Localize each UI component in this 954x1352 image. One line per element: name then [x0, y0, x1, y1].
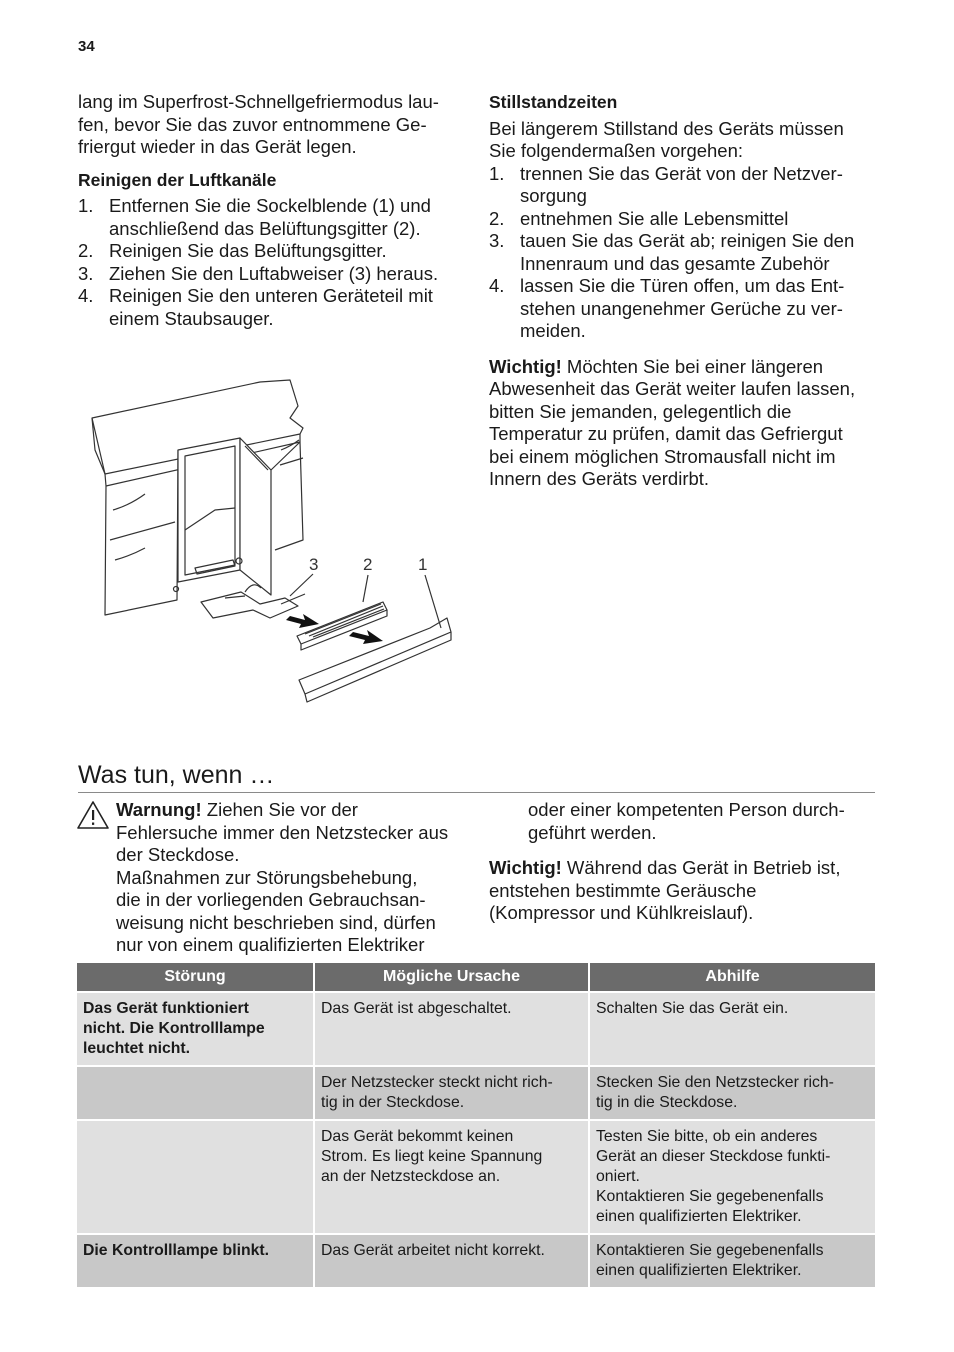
cell-problem	[77, 1120, 314, 1234]
cell-problem: Das Gerät funktioniert nicht. Die Kontrolllampe leuchtet nicht.	[77, 992, 314, 1066]
list-item: 4. lassen Sie die Türen offen, um das Ent- stehen unangenehmer Gerüche zu ver- meiden.	[489, 275, 845, 341]
list-item: 2. entnehmen Sie alle Lebensmittel	[489, 207, 789, 229]
cell-remedy: Schalten Sie das Gerät ein.	[589, 992, 875, 1066]
column-header: Abhilfe	[589, 963, 875, 992]
callout-3: 3	[309, 555, 319, 574]
list-item: 2. Reinigen Sie das Belüftungsgitter.	[78, 240, 387, 261]
cell-cause: Das Gerät ist abgeschaltet.	[314, 992, 589, 1066]
cell-problem	[77, 1066, 314, 1120]
list-item: 4. Reinigen Sie den unteren Geräteteil mit einem Staubsauger.	[78, 285, 433, 329]
section-divider	[78, 792, 875, 793]
cell-cause: Das Gerät bekommt keinen Strom. Es liegt keine Spannung an der Netzsteckdose an.	[314, 1120, 589, 1234]
left-column	[78, 91, 468, 330]
cleaning-steps	[78, 195, 468, 330]
table-row	[77, 1120, 875, 1234]
page-number: 34	[78, 38, 95, 55]
cabinet-illustration	[85, 370, 465, 710]
right-column	[489, 91, 881, 491]
list-item: 1. Entfernen Sie die Sockelblende (1) und anschließend das Belüftungsgitter (2).	[78, 195, 431, 239]
table-row	[77, 1234, 875, 1287]
cell-remedy: Testen Sie bitte, ob ein anderes Gerät an dieser Steckdose funkti- oniert. Kontaktieren Sie gegebenenfalls einen qualifizierten Elektriker.	[589, 1120, 875, 1234]
heading-stillstand: Stillstandzeiten	[489, 92, 618, 112]
important-note-noise: Wichtig! Während das Gerät in Betrieb ist, entstehen bestimmte Geräusche (Kompressor und Kühlkreislauf).	[489, 857, 841, 923]
heading-reinigen: Reinigen der Luftkanäle	[78, 169, 277, 190]
warning-continuation: oder einer kompetenten Person durch- geführt werden.	[528, 799, 845, 843]
cell-cause: Der Netzstecker steckt nicht rich- tig in der Steckdose.	[314, 1066, 589, 1120]
list-item: 3. Ziehen Sie den Luftabweiser (3) heraus.	[78, 262, 439, 284]
cell-problem: Die Kontrolllampe blinkt.	[77, 1234, 314, 1287]
intro-paragraph: lang im Superfrost-Schnellgefriermodus lau- fen, bevor Sie das zuvor entnommene Ge- friergut wieder in das Gerät legen.	[78, 91, 439, 157]
warning-triangle-icon	[76, 800, 110, 830]
list-item: 1. trennen Sie das Gerät von der Netzver- sorgung	[489, 162, 843, 206]
stillstand-steps	[489, 163, 881, 343]
important-note-absence: Wichtig! Möchten Sie bei einer längeren Abwesenheit das Gerät weiter laufen lassen, bitten Sie jemanden, gelegentlich die Temperatur zu prüfen, damit das Gefriergut bei einem möglichen Stromausfall nicht im Innern des Geräts verdirbt.	[489, 355, 856, 489]
column-header: Mögliche Ursache	[314, 963, 589, 992]
section-title: Was tun, wenn …	[78, 761, 275, 789]
cell-remedy: Kontaktieren Sie gegebenenfalls einen qualifizierten Elektriker.	[589, 1234, 875, 1287]
callout-1: 1	[418, 555, 428, 574]
warning-block: Warnung! Ziehen Sie vor der Fehlersuche immer den Netzstecker aus der Steckdose. Maßnahmen zur Störungsbehebung, die in der vorliegenden Gebrauchsan- weisung nicht beschrieben sind, dürfen nur von einem qualifizierten Elektriker	[116, 799, 449, 955]
stillstand-intro: Bei längerem Stillstand des Geräts müssen Sie folgendermaßen vorgehen:	[489, 117, 844, 161]
column-header: Störung	[77, 963, 314, 992]
table-row	[77, 992, 875, 1066]
cell-remedy: Stecken Sie den Netzstecker rich- tig in die Steckdose.	[589, 1066, 875, 1120]
callout-2: 2	[363, 555, 373, 574]
troubleshooting-table	[77, 963, 875, 1287]
table-row	[77, 1066, 875, 1120]
cell-cause: Das Gerät arbeitet nicht korrekt.	[314, 1234, 589, 1287]
list-item: 3. tauen Sie das Gerät ab; reinigen Sie den Innenraum und das gesamte Zubehör	[489, 230, 855, 274]
